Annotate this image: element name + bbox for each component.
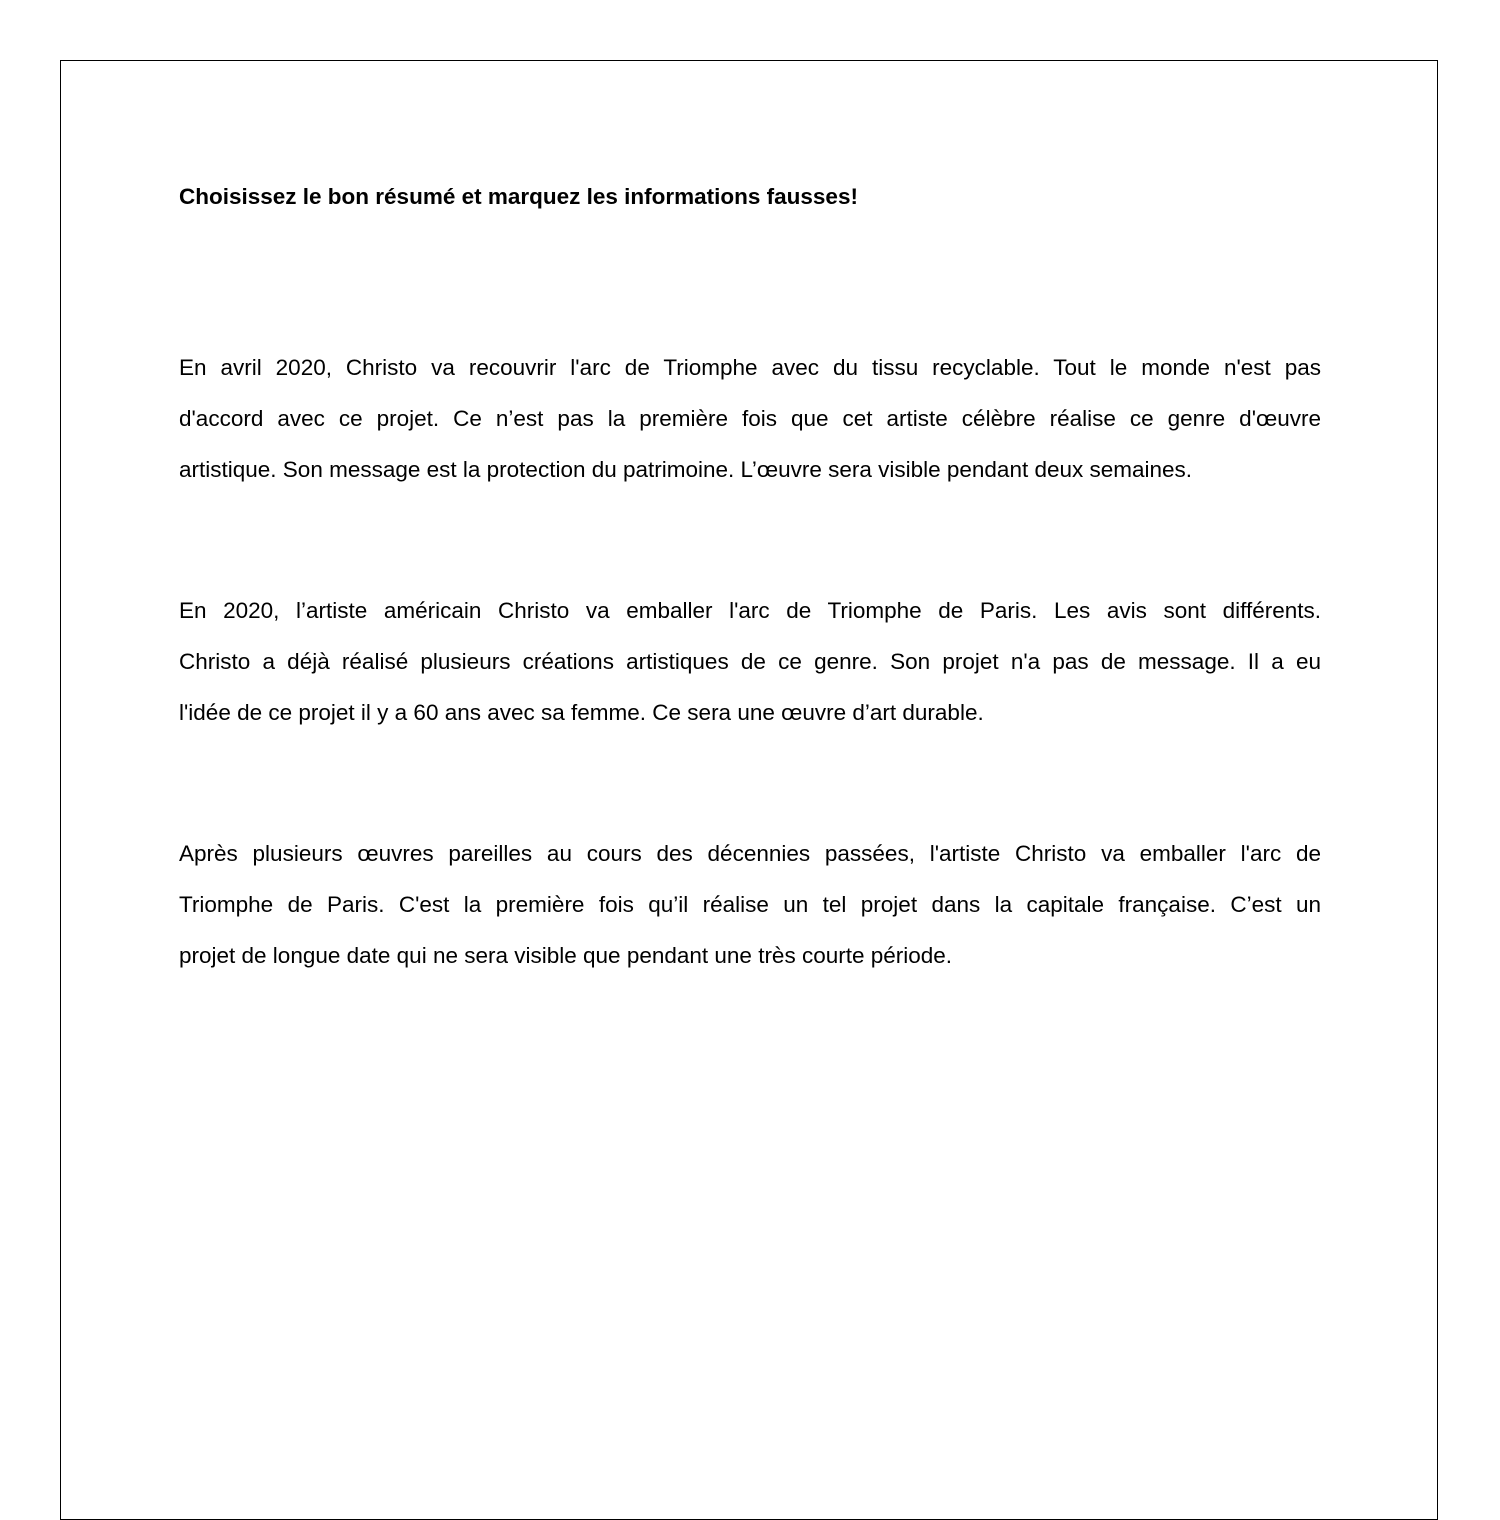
summary-line: Après plusieurs œuvres pareilles au cours des décennies passées, l'artiste Christo va emballer l'arc de	[179, 841, 1321, 866]
document-page	[60, 60, 1438, 1520]
summary-line: En 2020, l’artiste américain Christo va emballer l'arc de Triomphe de Paris. Les avis sont différents.	[179, 598, 1321, 623]
summary-line: projet de longue date qui ne sera visible que pendant une très courte période.	[179, 943, 953, 968]
summary-line: artistique. Son message est la protection du patrimoine. L’œuvre sera visible pendant deux semaines.	[179, 457, 1193, 482]
summary-line: l'idée de ce projet il y a 60 ans avec sa femme. Ce sera une œuvre d’art durable.	[179, 700, 984, 725]
summary-line: Christo a déjà réalisé plusieurs créations artistiques de ce genre. Son projet n'a pas de message. Il a eu	[179, 649, 1321, 674]
summary-line: Triomphe de Paris. C'est la première fois qu’il réalise un tel projet dans la capitale française. C’est un	[179, 892, 1321, 917]
summary-line: En avril 2020, Christo va recouvrir l'arc de Triomphe avec du tissu recyclable. Tout le monde n'est pas	[179, 355, 1321, 380]
summary-line: d'accord avec ce projet. Ce n’est pas la première fois que cet artiste célèbre réalise ce genre d'œuvre	[179, 406, 1321, 431]
instruction-heading: Choisissez le bon résumé et marquez les informations fausses!	[179, 184, 858, 209]
summary-option-2[interactable]	[179, 585, 1321, 738]
summary-option-3[interactable]	[179, 828, 1321, 981]
summary-option-1[interactable]	[179, 342, 1321, 495]
